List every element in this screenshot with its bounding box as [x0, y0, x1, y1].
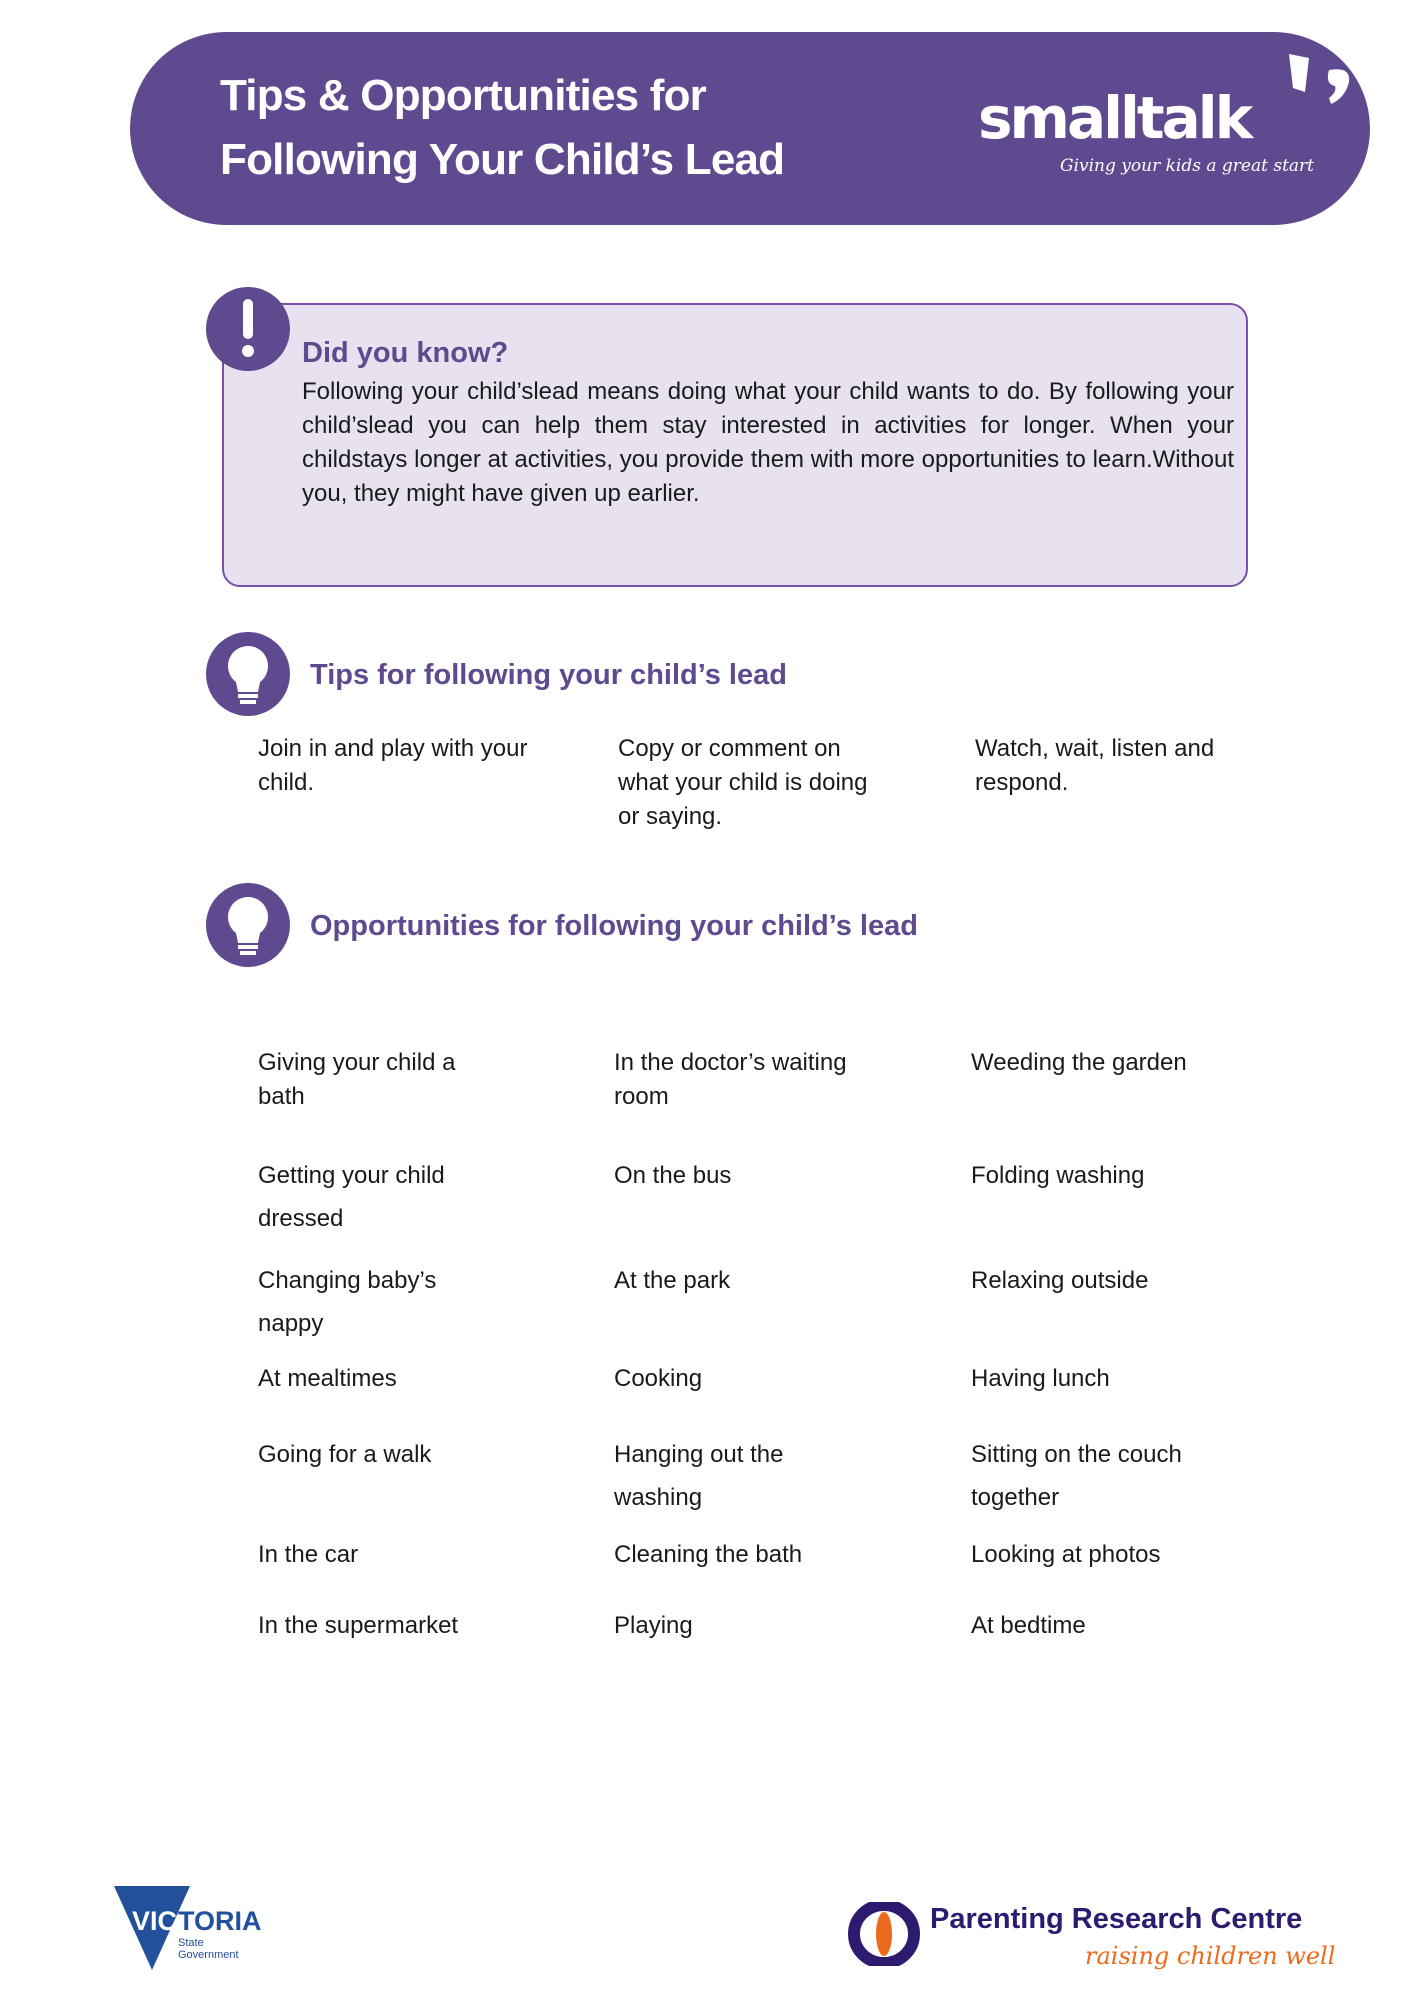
opportunity-item: Playing [614, 1612, 693, 1639]
opportunity-item: Getting your child dressed [258, 1162, 445, 1232]
prc-name: Parenting Research Centre [930, 1903, 1303, 1935]
opportunity-item: Cooking [614, 1365, 703, 1392]
tip-item: Join in and play with your child. [258, 735, 528, 796]
victoria-logo [114, 1886, 264, 1975]
did-you-know-text: Following your child’slead means doing what your child wants to do. By following your child’slead you can help them stay interested in activities for longer. When your childstays longer at activities, you provide them with more opportunities to learn.Without you, they might have given up earlier. [302, 378, 1234, 507]
tip-item: Copy or comment on what your child is doing or saying. [618, 735, 868, 830]
opportunity-item: At bedtime [971, 1612, 1086, 1639]
opportunity-item: In the doctor’s waiting room [614, 1049, 847, 1110]
svg-text:VIC: VIC [132, 1906, 178, 1936]
opportunity-item: Folding washing [971, 1162, 1145, 1189]
opportunity-item: Hanging out the washing [614, 1441, 784, 1511]
smalltalk-logo: smalltalk [978, 84, 1251, 152]
opportunity-item: In the supermarket [258, 1612, 459, 1639]
exclamation-icon [206, 287, 290, 371]
opportunity-item: In the car [258, 1541, 359, 1568]
svg-text:Government: Government [178, 1949, 239, 1961]
opportunity-item: Sitting on the couch together [971, 1441, 1182, 1511]
opportunity-item: Going for a walk [258, 1441, 432, 1468]
tips-heading: Tips for following your child’s lead [310, 659, 787, 691]
did-you-know-heading: Did you know? [302, 337, 509, 369]
opportunity-item: Changing baby’s nappy [258, 1267, 437, 1337]
prc-logo-icon [848, 1902, 920, 1971]
lightbulb-icon [206, 883, 290, 967]
smalltalk-tagline: Giving your kids a great start [1060, 156, 1314, 176]
lightbulb-icon [206, 632, 290, 716]
page-title-line1: Tips & Opportunities for [220, 71, 706, 120]
page-title-line2: Following Your Child’s Lead [220, 135, 785, 184]
tip-item: Watch, wait, listen and respond. [975, 735, 1215, 796]
prc-tagline: raising children well [1085, 1942, 1336, 1970]
svg-text:State: State [178, 1937, 204, 1949]
opportunity-item: Cleaning the bath [614, 1541, 803, 1568]
opportunity-item: Giving your child a bath [258, 1049, 456, 1110]
opportunity-item: Looking at photos [971, 1541, 1161, 1568]
opportunity-item: At the park [614, 1267, 731, 1294]
svg-text:TORIA: TORIA [178, 1906, 262, 1936]
opportunity-item: At mealtimes [258, 1365, 397, 1392]
opportunities-heading: Opportunities for following your child’s lead [310, 910, 918, 942]
opportunity-item: Relaxing outside [971, 1267, 1149, 1294]
opportunity-item: On the bus [614, 1162, 732, 1189]
quote-marks-icon [1285, 52, 1357, 117]
opportunity-item: Weeding the garden [971, 1049, 1187, 1076]
opportunity-item: Having lunch [971, 1365, 1110, 1392]
